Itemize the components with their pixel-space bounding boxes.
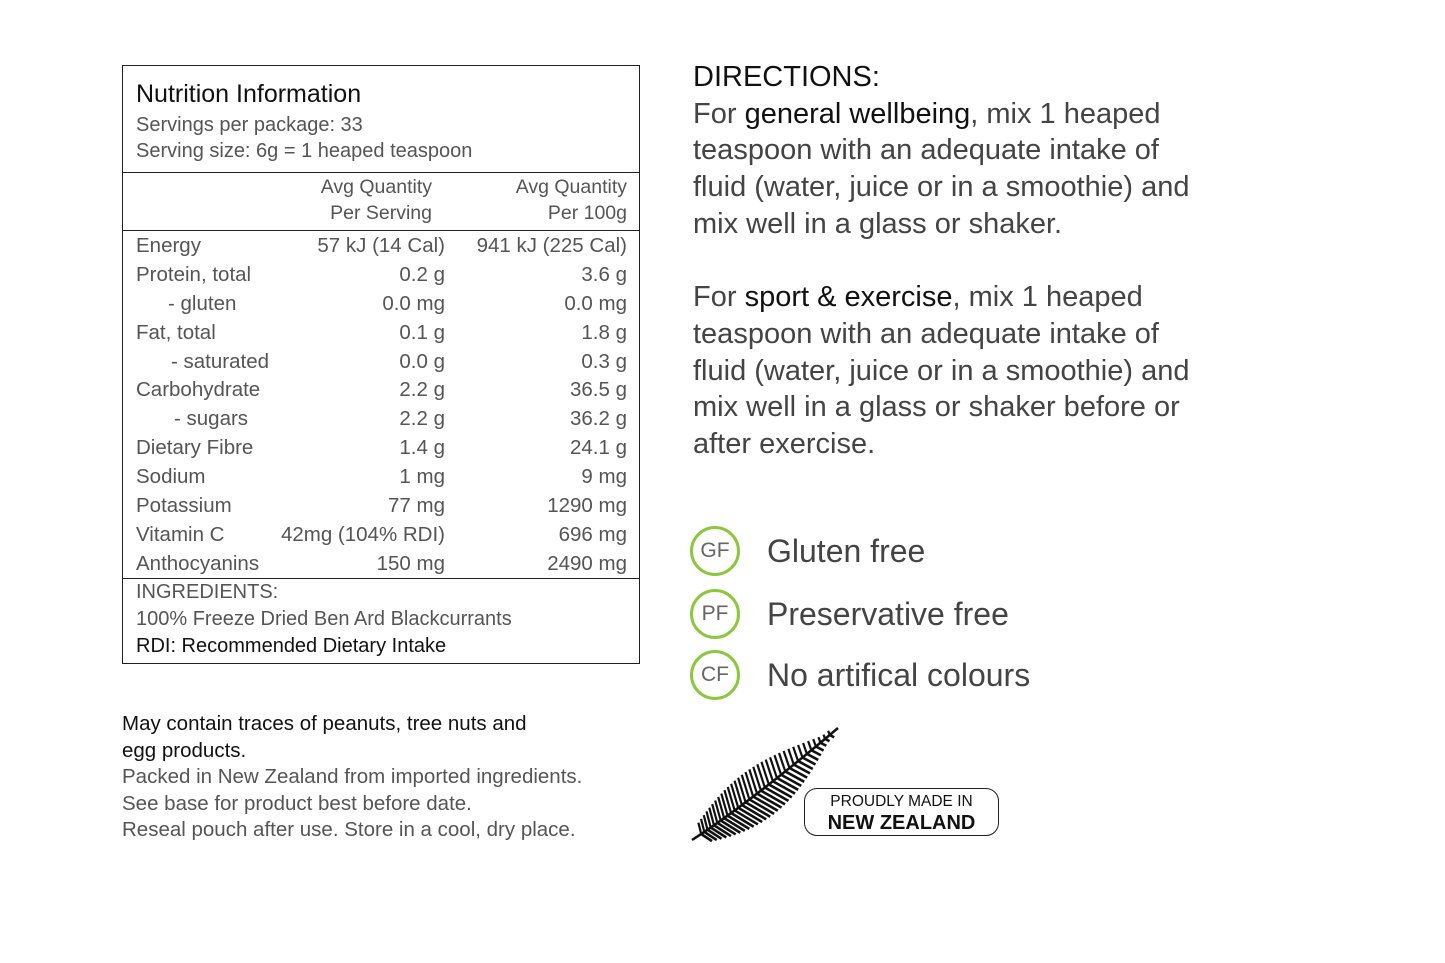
column-header-per-100g bbox=[516, 174, 627, 226]
nutrient-per-serving: 0.1 g bbox=[399, 320, 445, 344]
made-in-line2: NEW ZEALAND bbox=[827, 812, 976, 834]
packed-in-note: Packed in New Zealand from imported ingredients. bbox=[122, 765, 583, 788]
nutrient-per-serving: 77 mg bbox=[388, 494, 445, 518]
nutrient-per-serving: 42mg (104% RDI) bbox=[280, 522, 445, 546]
directions-p1-line4: mix well in a glass or shaker. bbox=[693, 207, 1063, 240]
nutrition-row-anthocyanins bbox=[123, 551, 639, 580]
nutrient-per-serving: 0.0 mg bbox=[382, 291, 445, 315]
nutrient-label: Dietary Fibre bbox=[136, 436, 254, 460]
nutrient-per-100g: 696 mg bbox=[558, 522, 627, 546]
ingredients-text: 100% Freeze Dried Ben Ard Blackcurrants bbox=[136, 608, 512, 630]
gluten-free-icon: GF bbox=[690, 526, 740, 576]
nutrient-per-100g: 9 mg bbox=[581, 465, 627, 489]
nutrient-label: Carbohydrate bbox=[136, 378, 261, 402]
directions-p2-emphasis: sport & exercise bbox=[744, 281, 953, 314]
nutrition-row-carbohydrate bbox=[123, 377, 639, 406]
nutrient-label: - sugars bbox=[174, 407, 249, 431]
nutrition-row-potassium bbox=[123, 493, 639, 522]
nutrient-per-100g: 1290 mg bbox=[547, 494, 627, 518]
directions-p1-line1 bbox=[693, 96, 1413, 133]
directions-p1-emphasis: general wellbeing bbox=[744, 97, 971, 130]
nutrient-per-100g: 1.8 g bbox=[581, 320, 627, 344]
made-in-line1: PROUDLY MADE IN bbox=[830, 793, 973, 810]
nutrition-footer bbox=[123, 578, 639, 664]
nutrient-per-100g: 941 kJ (225 Cal) bbox=[476, 234, 627, 257]
nutrition-header bbox=[123, 66, 639, 173]
made-in-nz-badge bbox=[804, 788, 999, 836]
nutrient-per-100g: 0.0 mg bbox=[564, 291, 627, 315]
nutrient-label: Fat, total bbox=[136, 320, 216, 344]
best-before-note: See base for product best before date. bbox=[122, 791, 472, 815]
nutrient-per-100g: 0.3 g bbox=[581, 349, 627, 373]
directions-title: DIRECTIONS: bbox=[693, 61, 880, 93]
badge-label: No artifical colours bbox=[767, 657, 1031, 693]
directions-p2-suffix: , mix 1 heaped bbox=[952, 281, 1143, 314]
nutrient-per-serving: 2.2 g bbox=[399, 407, 445, 431]
column-header-per-serving-line2: Per Serving bbox=[330, 202, 432, 224]
nutrient-per-100g: 36.5 g bbox=[570, 378, 627, 402]
nutrient-per-serving: 2.2 g bbox=[399, 378, 445, 402]
colour-free-icon: CF bbox=[690, 650, 740, 700]
package-notes bbox=[122, 711, 642, 844]
nutrient-label: Sodium bbox=[136, 465, 206, 489]
directions-p2-line3: fluid (water, juice or in a smoothie) and bbox=[693, 354, 1190, 387]
nutrient-label: Protein, total bbox=[136, 262, 252, 286]
directions-p2-line5: after exercise. bbox=[693, 428, 876, 461]
column-header-per-serving bbox=[321, 174, 432, 226]
preservative-free-icon: PF bbox=[690, 589, 740, 639]
directions-p2-prefix: For bbox=[693, 281, 745, 314]
nutrient-per-100g: 36.2 g bbox=[570, 407, 627, 431]
nutrition-rows bbox=[123, 233, 639, 580]
paragraph-gap bbox=[693, 243, 1413, 280]
servings-per-package: Servings per package: 33 bbox=[136, 114, 363, 136]
nutrient-per-100g: 24.1 g bbox=[570, 436, 627, 460]
allergen-warning-line2: egg products. bbox=[122, 738, 247, 762]
allergen-warning-line1: May contain traces of peanuts, tree nuts and bbox=[122, 712, 527, 735]
nutrient-per-serving: 0.2 g bbox=[399, 262, 445, 286]
storage-note: Reseal pouch after use. Store in a cool, dry place. bbox=[122, 818, 576, 841]
nutrient-label: - gluten bbox=[168, 291, 237, 315]
nutrition-row-gluten bbox=[123, 291, 639, 320]
directions-p1-suffix: , mix 1 heaped bbox=[970, 97, 1161, 130]
nutrition-row-sugars bbox=[123, 406, 639, 435]
directions-p2-line1 bbox=[693, 279, 1413, 316]
nutrition-row-saturated bbox=[123, 349, 639, 378]
rdi-note: RDI: Recommended Dietary Intake bbox=[136, 635, 447, 657]
nutrition-row-vitamin-c bbox=[123, 522, 639, 551]
nutrient-label: Anthocyanins bbox=[136, 551, 260, 575]
badge-label: Gluten free bbox=[767, 533, 926, 569]
directions-p2-line4: mix well in a glass or shaker before or bbox=[693, 391, 1180, 424]
serving-size: Serving size: 6g = 1 heaped teaspoon bbox=[136, 140, 473, 162]
nutrition-row-fibre bbox=[123, 435, 639, 464]
nutrient-per-100g: 3.6 g bbox=[581, 262, 627, 286]
directions-p1-prefix: For bbox=[693, 97, 745, 130]
nutrient-per-serving: 1.4 g bbox=[399, 436, 445, 460]
directions-p2-line2: teaspoon with an adequate intake of bbox=[693, 317, 1159, 350]
nutrient-per-serving: 0.0 g bbox=[399, 349, 445, 373]
nutrient-per-serving: 57 kJ (14 Cal) bbox=[317, 234, 445, 257]
nutrient-per-100g: 2490 mg bbox=[547, 551, 627, 575]
directions-section bbox=[693, 59, 1413, 463]
ingredients-title: INGREDIENTS: bbox=[136, 581, 279, 603]
nutrition-panel bbox=[122, 65, 640, 664]
nutrient-per-serving: 150 mg bbox=[376, 551, 445, 575]
nutrient-label: Energy bbox=[136, 234, 201, 257]
directions-p1-line2: teaspoon with an adequate intake of bbox=[693, 134, 1159, 167]
nutrient-label: Potassium bbox=[136, 494, 232, 518]
badge-label: Preservative free bbox=[767, 596, 1009, 632]
nutrition-row-energy bbox=[123, 233, 639, 262]
column-header-per-100g-line2: Per 100g bbox=[547, 202, 627, 224]
nutrition-column-headers bbox=[123, 173, 639, 231]
directions-p1-line3: fluid (water, juice or in a smoothie) and bbox=[693, 171, 1190, 204]
nutrition-row-protein bbox=[123, 262, 639, 291]
nutrition-row-fat bbox=[123, 320, 639, 349]
column-header-per-100g-line1: Avg Quantity bbox=[515, 176, 627, 198]
nutrition-row-sodium bbox=[123, 464, 639, 493]
nutrition-title: Nutrition Information bbox=[136, 80, 362, 108]
column-header-per-serving-line1: Avg Quantity bbox=[320, 176, 432, 198]
nutrient-per-serving: 1 mg bbox=[399, 465, 445, 489]
nutrient-label: - saturated bbox=[171, 349, 269, 373]
nutrient-label: Vitamin C bbox=[136, 522, 225, 546]
